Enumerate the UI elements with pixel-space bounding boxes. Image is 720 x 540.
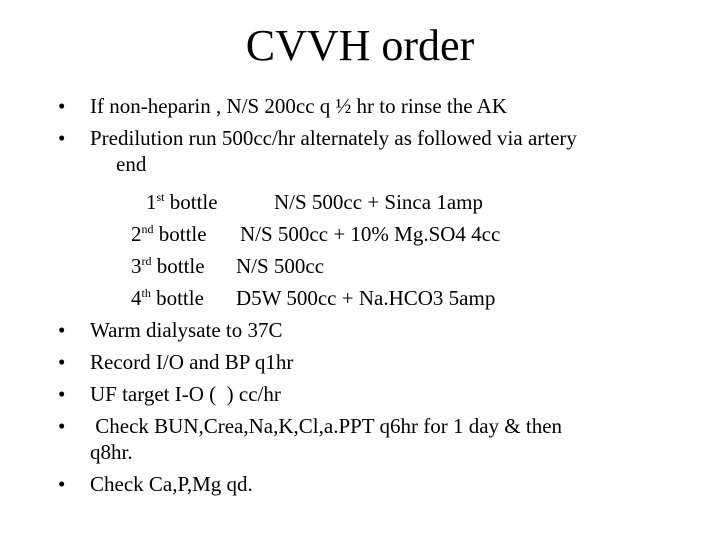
bottle-number: 3	[131, 254, 142, 278]
bullet-icon: •	[58, 318, 66, 342]
bottle-number: 1	[146, 190, 157, 214]
item-text: Check BUN,Crea,Na,K,Cl,a.PPT q6hr for 1 day & then	[90, 414, 563, 438]
bottle-word: bottle	[151, 254, 205, 278]
item-text: If non-heparin , N/S 200cc q ½ hr to rinse the AK	[90, 94, 507, 118]
bottle-content: N/S 500cc	[236, 254, 325, 278]
bullet-icon: •	[58, 94, 66, 118]
item-text: end	[116, 152, 147, 176]
bottle-ordinal: st	[156, 190, 165, 204]
bottle-word: bottle	[150, 286, 204, 310]
bullet-icon: •	[58, 414, 66, 438]
bottle-label	[131, 220, 207, 248]
bottle-word: bottle	[164, 190, 218, 214]
item-text: Predilution run 500cc/hr alternately as followed via artery	[90, 126, 577, 150]
bullet-icon: •	[58, 382, 66, 406]
item-text: Record I/O and BP q1hr	[90, 350, 294, 374]
page-title: CVVH order	[245, 21, 475, 70]
bottle-label	[131, 284, 204, 312]
bullet-icon: •	[58, 472, 66, 496]
bottle-content: N/S 500cc + Sinca 1amp	[274, 190, 483, 214]
bullet-icon: •	[58, 126, 66, 150]
item-text: Warm dialysate to 37C	[90, 318, 283, 342]
bottle-ordinal: nd	[141, 222, 154, 236]
bottle-label	[146, 188, 218, 216]
bottle-ordinal: rd	[141, 254, 152, 268]
bottle-ordinal: th	[141, 286, 151, 300]
bottle-content: N/S 500cc + 10% Mg.SO4 4cc	[240, 222, 501, 246]
bottle-number: 2	[131, 222, 142, 246]
item-text: q8hr.	[90, 440, 133, 464]
bottle-label	[131, 252, 205, 280]
bottle-number: 4	[131, 286, 142, 310]
bottle-content: D5W 500cc + Na.HCO3 5amp	[236, 286, 496, 310]
item-text: Check Ca,P,Mg qd.	[90, 472, 253, 496]
bullet-icon: •	[58, 350, 66, 374]
bottle-word: bottle	[153, 222, 207, 246]
item-text: UF target I-O ( ) cc/hr	[90, 382, 281, 406]
